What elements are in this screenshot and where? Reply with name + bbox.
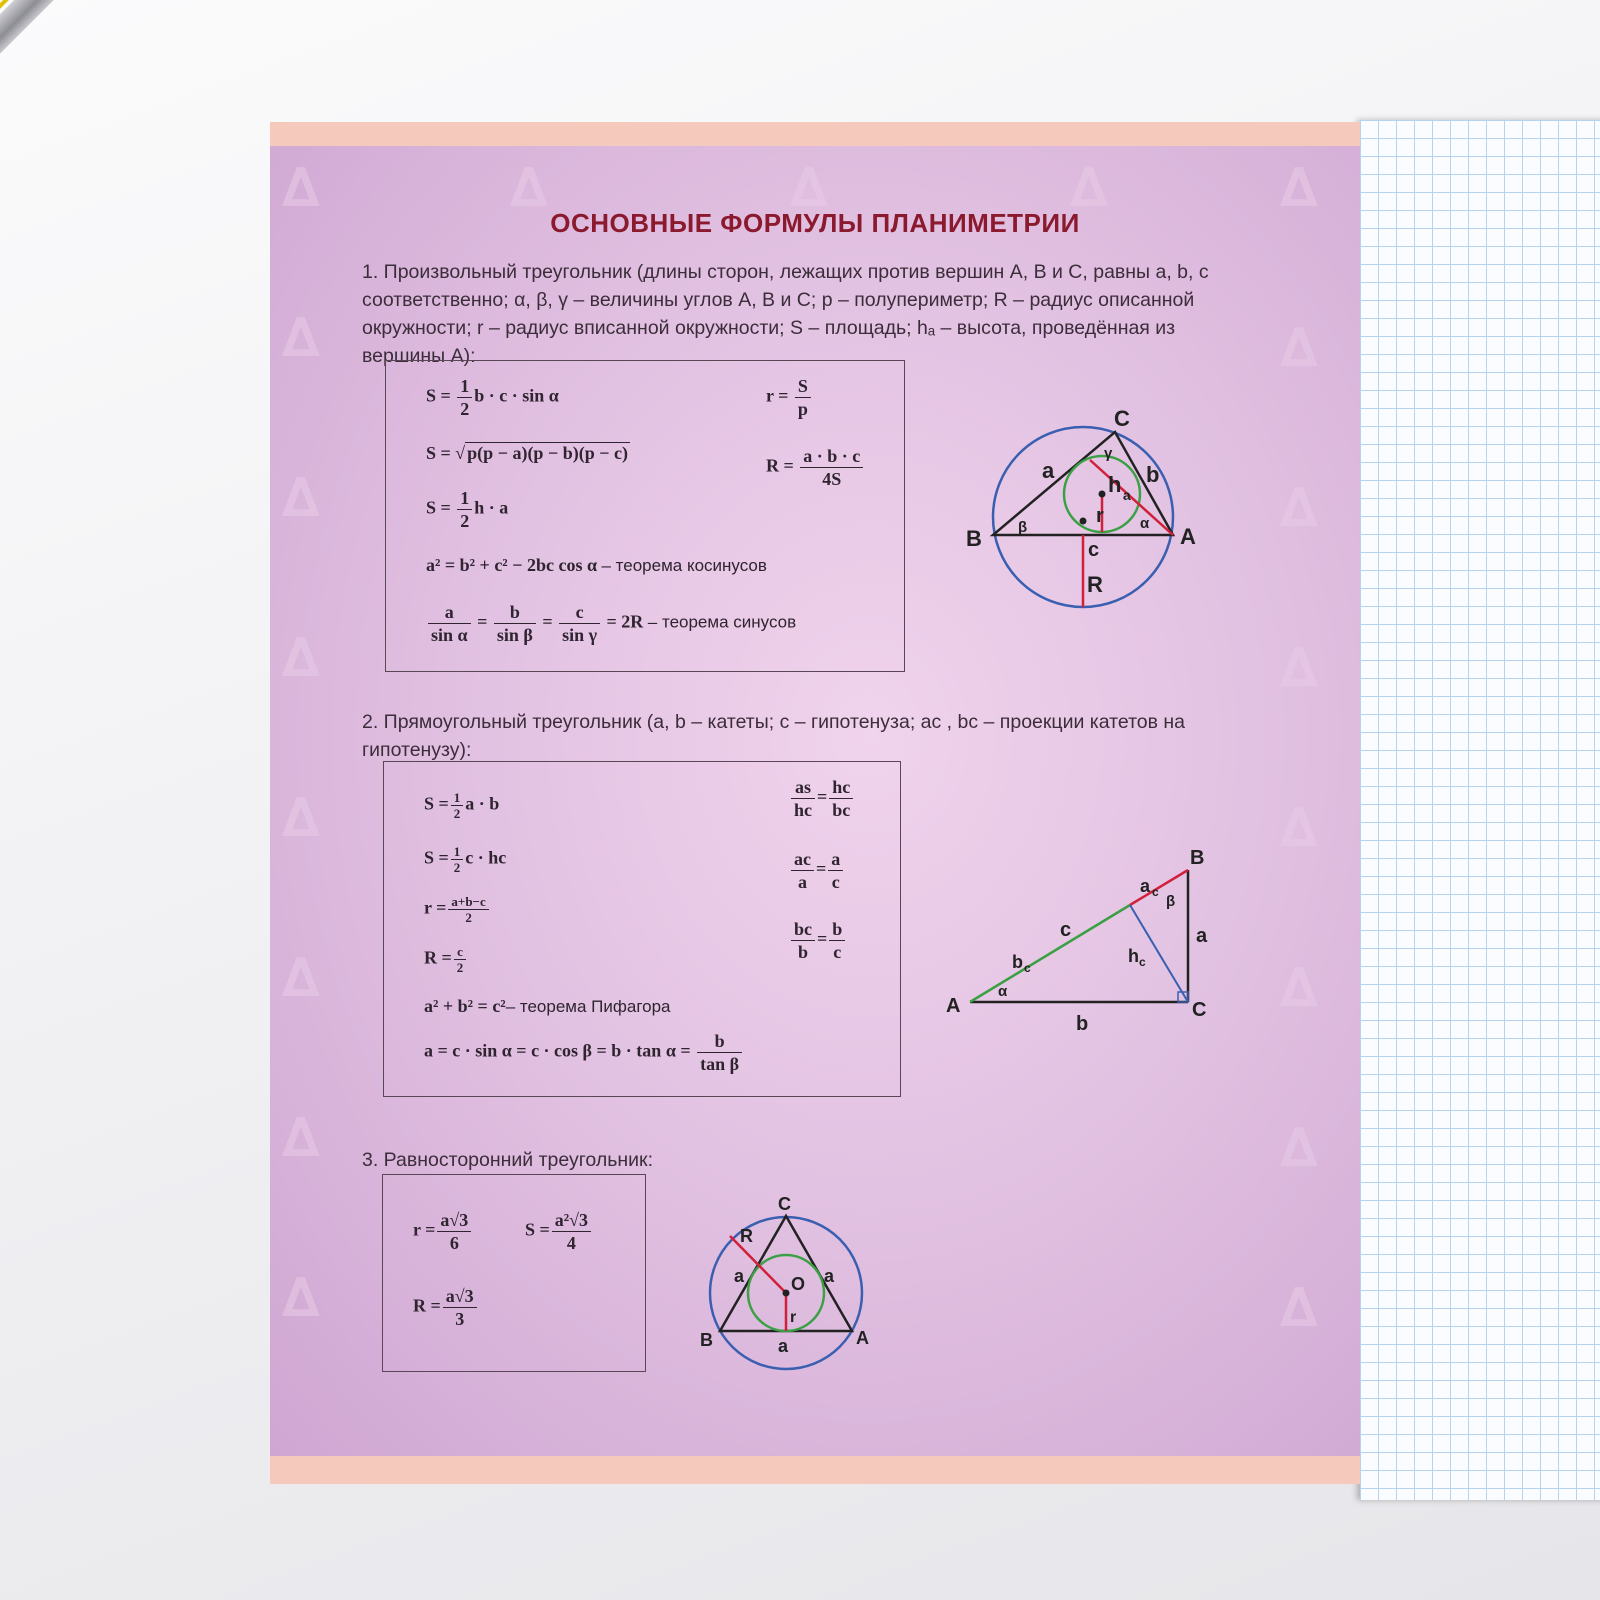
watermark-icon: ∆ xyxy=(790,156,828,219)
formula-circumradius: R = $\frac{a \cdot b \cdot c}{4S}$ xyxy=(766,445,865,490)
diagram-right-triangle xyxy=(940,836,1240,1056)
formula-ratio-2: $\frac{ac}{a}$ = $\frac{a}{c}$ xyxy=(789,848,845,893)
center-point xyxy=(783,1290,790,1297)
side-a-label: a xyxy=(1196,925,1208,947)
watermark-icon: ∆ xyxy=(1280,476,1318,539)
watermark-icon: ∆ xyxy=(282,1106,320,1169)
vertex-a-label: A xyxy=(946,995,961,1017)
watermark-icon: ∆ xyxy=(1280,156,1318,219)
projection-bc-label: b xyxy=(1012,952,1023,972)
section-1-description: 1. Произвольный треугольник (длины сторон, лежащих против вершин A, B и C, равны a, b, c соответственно; α, β, γ – величины углов A, B и C; p – полупериметр; R – радиус описанной окружности; r – радиус вписанной окружности; S – площадь; hₐ – высота, проведённая из вершины A): xyxy=(362,261,1209,367)
watermark-icon: ∆ xyxy=(510,156,548,219)
watermark-icon: ∆ xyxy=(1280,796,1318,859)
diagram-equilateral-triangle xyxy=(690,1176,890,1376)
height-label: h xyxy=(1108,472,1122,497)
vertex-a-label: A xyxy=(1180,524,1196,549)
height-hc-label: h xyxy=(1128,946,1139,966)
diagram-arbitrary-triangle xyxy=(960,396,1220,636)
formula-cosine-theorem: a² = b² + c² − 2bc cos α – теорема косинусов xyxy=(426,555,767,575)
vertex-a-label: A xyxy=(856,1328,869,1348)
center-label: O xyxy=(791,1274,806,1294)
section-2-description: 2. Прямоугольный треугольник (a, b – катеты; c – гипотенуза; ac , bc – проекции катетов на гипотенузу): xyxy=(362,711,1186,761)
formula-area-height: S = $\frac{1}{2}$ h · a xyxy=(426,488,509,531)
section-3-formula-box xyxy=(382,1174,646,1372)
circumradius-label: R xyxy=(740,1226,753,1246)
circumradius-label: R xyxy=(1087,572,1103,597)
graph-paper-page xyxy=(1360,120,1600,1500)
watermark-icon: ∆ xyxy=(1280,1116,1318,1179)
formula-equilateral-inradius: r = $\frac{a√3}{6}$ xyxy=(413,1209,473,1254)
formula-equilateral-area: S = $\frac{\text{a²√3}}{4}$ xyxy=(525,1209,593,1254)
angle-alpha-label: α xyxy=(998,983,1008,1000)
angle-alpha-label: α xyxy=(1140,515,1150,532)
side-b-label: b xyxy=(1076,1013,1089,1035)
watermark-icon: ∆ xyxy=(1070,156,1108,219)
watermark-icon: ∆ xyxy=(282,156,320,219)
angle-beta-label: β xyxy=(1166,893,1176,910)
height-subscript: a xyxy=(1123,487,1131,503)
vertex-c-label: C xyxy=(1114,406,1130,431)
angle-gamma-label: γ xyxy=(1104,445,1113,462)
formula-right-trig: a = c · sin α = c · cos β = b · tan α = $\frac{b}{\text{tan β}}$ xyxy=(424,1030,744,1075)
watermark-icon: ∆ xyxy=(282,786,320,849)
side-right-label: a xyxy=(824,1266,835,1286)
projection-bc-subscript: c xyxy=(1024,961,1031,975)
vertex-b-label: B xyxy=(966,526,982,551)
formula-right-area-ab: S = $\frac{1}{2}$ a · b xyxy=(424,790,500,821)
height-hc-subscript: c xyxy=(1139,955,1146,969)
section-2-formula-box xyxy=(383,761,901,1097)
watermark-icon: ∆ xyxy=(282,946,320,1009)
angle-beta-label: β xyxy=(1018,519,1028,536)
watermark-icon: ∆ xyxy=(1280,636,1318,699)
vertex-c-label: C xyxy=(1192,999,1207,1021)
page-title: ОСНОВНЫЕ ФОРМУЛЫ ПЛАНИМЕТРИИ xyxy=(550,208,1080,238)
side-bottom-label: a xyxy=(778,1336,789,1356)
vertex-b-label: B xyxy=(1190,847,1205,869)
watermark-icon: ∆ xyxy=(1280,316,1318,379)
side-a-label: a xyxy=(1042,458,1055,483)
watermark-icon: ∆ xyxy=(282,1266,320,1329)
projection-ac xyxy=(1130,870,1188,905)
inradius-label: r xyxy=(790,1309,797,1326)
side-b-label: b xyxy=(1146,462,1160,487)
formula-ratio-3: $\frac{bc}{b}$ = $\frac{b}{c}$ xyxy=(789,918,847,963)
formula-pythagoras: a² + b² = c²– теорема Пифагора xyxy=(424,996,671,1016)
watermark-icon: ∆ xyxy=(1280,1276,1318,1339)
formula-sheet xyxy=(270,146,1360,1456)
side-left-label: a xyxy=(734,1266,745,1286)
formula-heron: S = √ p(p − a)(p − b)(p − c) xyxy=(426,443,628,463)
circumcenter-point xyxy=(1080,518,1087,525)
watermark-icon: ∆ xyxy=(282,306,320,369)
formula-right-inradius: r = $\frac{a+b-c}{2}$ xyxy=(424,894,491,925)
formula-inradius: r = $\frac{S}{p}$ xyxy=(766,375,813,420)
formula-area-sine: S = $\frac{1}{2}$ b · c · sin α xyxy=(426,376,559,419)
section-3-description: 3. Равносторонний треугольник: xyxy=(362,1149,653,1171)
projection-ac-subscript: c xyxy=(1152,885,1159,899)
watermark-icon: ∆ xyxy=(282,466,320,529)
notebook-cover xyxy=(270,122,1360,1484)
section-1-formula-box xyxy=(385,360,905,672)
formula-ratio-1: $\frac{as}{hc}$ = $\frac{hc}{bc}$ xyxy=(789,776,855,821)
side-c-label: c xyxy=(1060,919,1072,941)
projection-ac-label: a xyxy=(1140,876,1151,896)
formula-equilateral-circumradius: R = $\frac{a√3}{3}$ xyxy=(413,1285,479,1330)
incenter-point xyxy=(1099,491,1106,498)
formula-sine-theorem: $\frac{a}{\text{sin α}}$ = $\frac{b}{\text{sin β}}$ = $\frac{c}{\text{sin γ}}$ = 2R – теорема синусов xyxy=(426,601,796,646)
watermark-icon: ∆ xyxy=(1280,956,1318,1019)
formula-right-area-ch: S = $\frac{1}{2}$ c · hc xyxy=(424,844,507,875)
inradius-label: r xyxy=(1096,505,1104,527)
side-c-label: c xyxy=(1088,539,1100,561)
vertex-b-label: B xyxy=(700,1330,713,1350)
formula-right-circumradius: R = $\frac{c}{2}$ xyxy=(424,944,468,975)
vertex-c-label: C xyxy=(778,1194,791,1214)
watermark-icon: ∆ xyxy=(282,626,320,689)
projection-bc xyxy=(970,905,1130,1002)
